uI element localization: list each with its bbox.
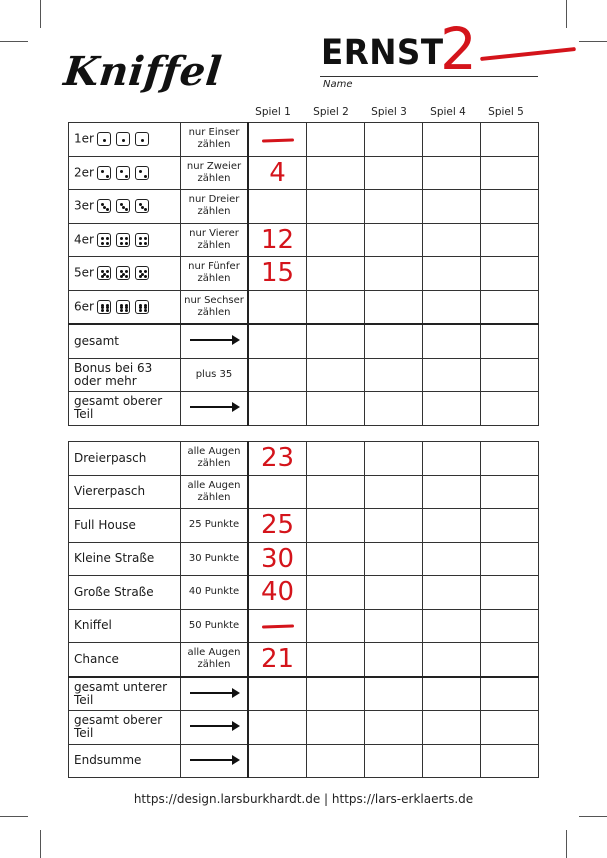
- score-cell-spiel-1[interactable]: [248, 711, 307, 745]
- score-cell-spiel-3[interactable]: [365, 542, 423, 576]
- score-cell-spiel-3[interactable]: [365, 744, 423, 778]
- row-instruction: 30 Punkte: [188, 552, 240, 564]
- row-label: Kniffel: [74, 618, 112, 633]
- score-cell-spiel-2[interactable]: [307, 190, 365, 224]
- game-number: 2: [440, 15, 477, 83]
- row-instruction: nur Zweier zählen: [186, 160, 242, 184]
- column-header-spiel-1: Spiel 1: [255, 106, 291, 118]
- score-cell-spiel-5[interactable]: [481, 156, 539, 190]
- score-cell-spiel-5[interactable]: [481, 290, 539, 324]
- score-cell-spiel-2[interactable]: [307, 442, 365, 476]
- row-label-cell: [69, 509, 181, 543]
- score-cell-spiel-4[interactable]: [423, 677, 481, 711]
- score-cell-spiel-2[interactable]: [307, 156, 365, 190]
- score-cell-spiel-3[interactable]: [365, 609, 423, 643]
- score-row: [69, 156, 539, 190]
- handwritten-score: 21: [260, 644, 295, 675]
- crop-mark: [40, 830, 41, 858]
- die-3-icon: [97, 199, 111, 213]
- score-cell-spiel-5[interactable]: [481, 576, 539, 610]
- score-cell-spiel-5[interactable]: [481, 643, 539, 677]
- score-cell-spiel-4[interactable]: [423, 711, 481, 745]
- score-cell-spiel-5[interactable]: [481, 509, 539, 543]
- score-cell-spiel-3[interactable]: [365, 156, 423, 190]
- column-header-spiel-2: Spiel 2: [313, 106, 349, 118]
- row-label-cell: [69, 609, 181, 643]
- name-line: [320, 76, 538, 77]
- score-cell-spiel-5[interactable]: [481, 711, 539, 745]
- row-instruction-cell: [181, 576, 249, 610]
- score-row: [69, 475, 539, 509]
- score-cell-spiel-1[interactable]: [248, 442, 307, 476]
- score-cell-spiel-5[interactable]: [481, 257, 539, 291]
- row-label: 3er: [74, 198, 94, 213]
- game-number-underline: [480, 47, 576, 61]
- row-label-cell: [69, 257, 181, 291]
- row-label-cell: [69, 324, 181, 358]
- row-instruction: nur Fünfer zählen: [188, 261, 240, 285]
- arrow-right-icon: [190, 759, 238, 761]
- score-cell-spiel-1[interactable]: [248, 643, 307, 677]
- score-cell-spiel-5[interactable]: [481, 542, 539, 576]
- die-4-icon: [97, 233, 111, 247]
- score-cell-spiel-3[interactable]: [365, 190, 423, 224]
- score-cell-spiel-4[interactable]: [423, 509, 481, 543]
- row-label-cell: [69, 223, 181, 257]
- score-cell-spiel-2[interactable]: [307, 677, 365, 711]
- die-1-icon: [135, 132, 149, 146]
- arrow-right-icon: [190, 406, 238, 408]
- dice-group: [97, 300, 149, 314]
- score-cell-spiel-2[interactable]: [307, 257, 365, 291]
- row-instruction-cell: [181, 156, 249, 190]
- die-4-icon: [116, 233, 130, 247]
- score-cell-spiel-2[interactable]: [307, 123, 365, 157]
- score-cell-spiel-4[interactable]: [423, 643, 481, 677]
- row-instruction-cell: [181, 643, 249, 677]
- upper-section-table: [68, 122, 539, 426]
- handwritten-score: 15: [260, 258, 295, 289]
- score-cell-spiel-1[interactable]: [248, 123, 307, 157]
- crop-mark: [579, 816, 607, 817]
- score-row: [69, 542, 539, 576]
- score-cell-spiel-5[interactable]: [481, 223, 539, 257]
- row-instruction: nur Einser zählen: [188, 127, 240, 151]
- score-cell-spiel-2[interactable]: [307, 542, 365, 576]
- score-cell-spiel-1[interactable]: [248, 190, 307, 224]
- score-cell-spiel-3[interactable]: [365, 576, 423, 610]
- dice-group: [97, 266, 149, 280]
- die-4-icon: [135, 233, 149, 247]
- score-cell-spiel-1[interactable]: [248, 576, 307, 610]
- die-3-icon: [135, 199, 149, 213]
- row-label: Full House: [74, 517, 136, 532]
- row-label-cell: [69, 290, 181, 324]
- handwritten-score: 12: [260, 224, 295, 255]
- row-instruction-cell: [181, 290, 249, 324]
- row-label-cell: [69, 123, 181, 157]
- row-instruction: plus 35: [195, 368, 233, 380]
- die-5-icon: [135, 266, 149, 280]
- row-label: Bonus bei 63 oder mehr: [74, 360, 153, 388]
- score-cell-spiel-1[interactable]: [248, 257, 307, 291]
- row-label: 4er: [74, 232, 94, 247]
- row-instruction: 50 Punkte: [188, 619, 240, 631]
- score-cell-spiel-1[interactable]: [248, 223, 307, 257]
- column-header-spiel-5: Spiel 5: [488, 106, 524, 118]
- handwritten-score: 23: [260, 443, 295, 474]
- kniffel-logo: Kniffel: [61, 48, 225, 95]
- score-cell-spiel-2[interactable]: [307, 711, 365, 745]
- score-cell-spiel-3[interactable]: [365, 123, 423, 157]
- score-cell-spiel-1[interactable]: [248, 475, 307, 509]
- row-instruction: alle Augen zählen: [187, 647, 241, 671]
- score-cell-spiel-3[interactable]: [365, 509, 423, 543]
- column-header-spiel-4: Spiel 4: [430, 106, 466, 118]
- score-cell-spiel-1[interactable]: [248, 677, 307, 711]
- die-1-icon: [97, 132, 111, 146]
- die-2-icon: [135, 166, 149, 180]
- score-row: [69, 711, 539, 745]
- score-row: [69, 677, 539, 711]
- score-row: [69, 290, 539, 324]
- score-cell-spiel-4[interactable]: [423, 324, 481, 358]
- score-row: [69, 123, 539, 157]
- row-instruction-cell: [181, 609, 249, 643]
- score-cell-spiel-5[interactable]: [481, 744, 539, 778]
- row-instruction: alle Augen zählen: [187, 446, 241, 470]
- row-instruction-cell: [181, 711, 249, 745]
- die-5-icon: [97, 266, 111, 280]
- score-cell-spiel-1[interactable]: [248, 156, 307, 190]
- column-header-spiel-3: Spiel 3: [371, 106, 407, 118]
- row-label: gesamt unterer Teil: [74, 679, 168, 707]
- score-cell-spiel-5[interactable]: [481, 324, 539, 358]
- score-cell-spiel-1[interactable]: [248, 358, 307, 392]
- row-label: Viererpasch: [74, 484, 146, 499]
- row-label: Chance: [74, 651, 119, 666]
- die-5-icon: [116, 266, 130, 280]
- score-cell-spiel-3[interactable]: [365, 324, 423, 358]
- score-cell-spiel-4[interactable]: [423, 290, 481, 324]
- score-row: [69, 392, 539, 426]
- player-name[interactable]: ERNST: [321, 33, 444, 73]
- handwritten-score: 40: [260, 577, 295, 608]
- score-cell-spiel-5[interactable]: [481, 475, 539, 509]
- row-label-cell: [69, 542, 181, 576]
- row-label: 2er: [74, 165, 94, 180]
- row-label: Große Straße: [74, 584, 154, 599]
- name-label: Name: [323, 79, 353, 90]
- score-cell-spiel-1[interactable]: [248, 392, 307, 426]
- score-cell-spiel-4[interactable]: [423, 744, 481, 778]
- dice-group: [97, 132, 149, 146]
- row-label: gesamt: [74, 333, 119, 348]
- row-instruction-cell: [181, 392, 249, 426]
- die-3-icon: [116, 199, 130, 213]
- crop-mark: [579, 41, 607, 42]
- handwritten-score: 30: [260, 543, 295, 574]
- row-label: Kleine Straße: [74, 551, 155, 566]
- score-cell-spiel-1[interactable]: [248, 290, 307, 324]
- score-cell-spiel-2[interactable]: [307, 324, 365, 358]
- dice-group: [97, 199, 149, 213]
- row-instruction: nur Dreier zählen: [188, 194, 240, 218]
- score-cell-spiel-4[interactable]: [423, 542, 481, 576]
- score-cell-spiel-4[interactable]: [423, 609, 481, 643]
- score-cell-spiel-2[interactable]: [307, 290, 365, 324]
- arrow-right-icon: [190, 692, 238, 694]
- die-2-icon: [116, 166, 130, 180]
- row-label: 5er: [74, 265, 94, 280]
- score-row: [69, 223, 539, 257]
- score-cell-spiel-4[interactable]: [423, 442, 481, 476]
- row-instruction-cell: [181, 475, 249, 509]
- score-cell-spiel-4[interactable]: [423, 358, 481, 392]
- row-instruction-cell: [181, 442, 249, 476]
- score-cell-spiel-1[interactable]: [248, 609, 307, 643]
- row-instruction: 25 Punkte: [188, 519, 240, 531]
- score-cell-spiel-3[interactable]: [365, 677, 423, 711]
- score-cell-spiel-2[interactable]: [307, 223, 365, 257]
- arrow-right-icon: [190, 725, 238, 727]
- score-row: [69, 190, 539, 224]
- row-label-cell: [69, 156, 181, 190]
- row-instruction-cell: [181, 677, 249, 711]
- score-cell-spiel-5[interactable]: [481, 609, 539, 643]
- score-cell-spiel-2[interactable]: [307, 609, 365, 643]
- score-row: [69, 744, 539, 778]
- score-cell-spiel-3[interactable]: [365, 290, 423, 324]
- crop-mark: [566, 830, 567, 858]
- handwritten-score: 4: [269, 157, 286, 188]
- arrow-right-icon: [190, 339, 238, 341]
- score-cell-spiel-1[interactable]: [248, 744, 307, 778]
- score-cell-spiel-3[interactable]: [365, 643, 423, 677]
- row-instruction-cell: [181, 358, 249, 392]
- score-cell-spiel-5[interactable]: [481, 358, 539, 392]
- row-instruction-cell: [181, 542, 249, 576]
- crop-mark: [0, 816, 28, 817]
- score-cell-spiel-2[interactable]: [307, 576, 365, 610]
- row-instruction-cell: [181, 509, 249, 543]
- score-cell-spiel-5[interactable]: [481, 677, 539, 711]
- score-row: [69, 576, 539, 610]
- score-row: [69, 643, 539, 677]
- score-cell-spiel-2[interactable]: [307, 744, 365, 778]
- row-label: gesamt oberer Teil: [74, 394, 163, 422]
- score-cell-spiel-5[interactable]: [481, 392, 539, 426]
- row-instruction-cell: [181, 190, 249, 224]
- lower-section-table: [68, 441, 539, 778]
- score-row: [69, 609, 539, 643]
- die-6-icon: [135, 300, 149, 314]
- die-6-icon: [116, 300, 130, 314]
- score-cell-spiel-4[interactable]: [423, 392, 481, 426]
- score-cell-spiel-2[interactable]: [307, 643, 365, 677]
- score-cell-spiel-3[interactable]: [365, 223, 423, 257]
- score-cell-spiel-5[interactable]: [481, 123, 539, 157]
- score-cell-spiel-4[interactable]: [423, 475, 481, 509]
- score-row: [69, 257, 539, 291]
- row-label-cell: [69, 576, 181, 610]
- row-label-cell: [69, 744, 181, 778]
- score-row: [69, 324, 539, 358]
- row-label: Dreierpasch: [74, 450, 147, 465]
- row-instruction: 40 Punkte: [188, 586, 240, 598]
- score-cell-spiel-3[interactable]: [365, 475, 423, 509]
- score-cell-spiel-3[interactable]: [365, 392, 423, 426]
- row-instruction: nur Sechser zählen: [184, 294, 244, 318]
- dice-group: [97, 233, 149, 247]
- score-cell-spiel-3[interactable]: [365, 257, 423, 291]
- row-instruction-cell: [181, 257, 249, 291]
- score-cell-spiel-4[interactable]: [423, 123, 481, 157]
- row-instruction-cell: [181, 324, 249, 358]
- row-label: 6er: [74, 299, 94, 314]
- score-cell-spiel-3[interactable]: [365, 358, 423, 392]
- score-row: [69, 442, 539, 476]
- score-cell-spiel-2[interactable]: [307, 509, 365, 543]
- score-cell-spiel-4[interactable]: [423, 257, 481, 291]
- score-cell-spiel-3[interactable]: [365, 442, 423, 476]
- score-cell-spiel-4[interactable]: [423, 576, 481, 610]
- row-instruction-cell: [181, 123, 249, 157]
- row-label: 1er: [74, 131, 94, 146]
- crossed-out-mark: [261, 138, 293, 142]
- row-instruction-cell: [181, 223, 249, 257]
- crop-mark: [566, 0, 567, 28]
- die-2-icon: [97, 166, 111, 180]
- die-6-icon: [97, 300, 111, 314]
- score-cell-spiel-2[interactable]: [307, 392, 365, 426]
- row-label-cell: [69, 358, 181, 392]
- footer-links: https://design.larsburkhardt.de | https://lars-erklaerts.de: [133, 792, 474, 806]
- score-row: [69, 509, 539, 543]
- row-label-cell: [69, 190, 181, 224]
- row-label-cell: [69, 392, 181, 426]
- row-label-cell: [69, 643, 181, 677]
- score-cell-spiel-1[interactable]: [248, 542, 307, 576]
- score-row: [69, 358, 539, 392]
- die-1-icon: [116, 132, 130, 146]
- dice-group: [97, 166, 149, 180]
- score-cell-spiel-5[interactable]: [481, 190, 539, 224]
- crossed-out-mark: [261, 625, 293, 629]
- crop-mark: [0, 41, 28, 42]
- score-cell-spiel-1[interactable]: [248, 509, 307, 543]
- score-cell-spiel-5[interactable]: [481, 442, 539, 476]
- row-label-cell: [69, 442, 181, 476]
- score-cell-spiel-1[interactable]: [248, 324, 307, 358]
- score-cell-spiel-4[interactable]: [423, 190, 481, 224]
- score-cell-spiel-3[interactable]: [365, 711, 423, 745]
- handwritten-score: 25: [260, 510, 295, 541]
- row-instruction: nur Vierer zählen: [189, 227, 239, 251]
- row-instruction-cell: [181, 744, 249, 778]
- row-label-cell: [69, 711, 181, 745]
- score-cell-spiel-2[interactable]: [307, 358, 365, 392]
- row-label-cell: [69, 677, 181, 711]
- row-label: gesamt oberer Teil: [74, 713, 163, 741]
- row-label-cell: [69, 475, 181, 509]
- score-cell-spiel-4[interactable]: [423, 223, 481, 257]
- row-label: Endsumme: [74, 753, 142, 768]
- crop-mark: [40, 0, 41, 28]
- score-cell-spiel-2[interactable]: [307, 475, 365, 509]
- row-instruction: alle Augen zählen: [187, 479, 241, 503]
- score-cell-spiel-4[interactable]: [423, 156, 481, 190]
